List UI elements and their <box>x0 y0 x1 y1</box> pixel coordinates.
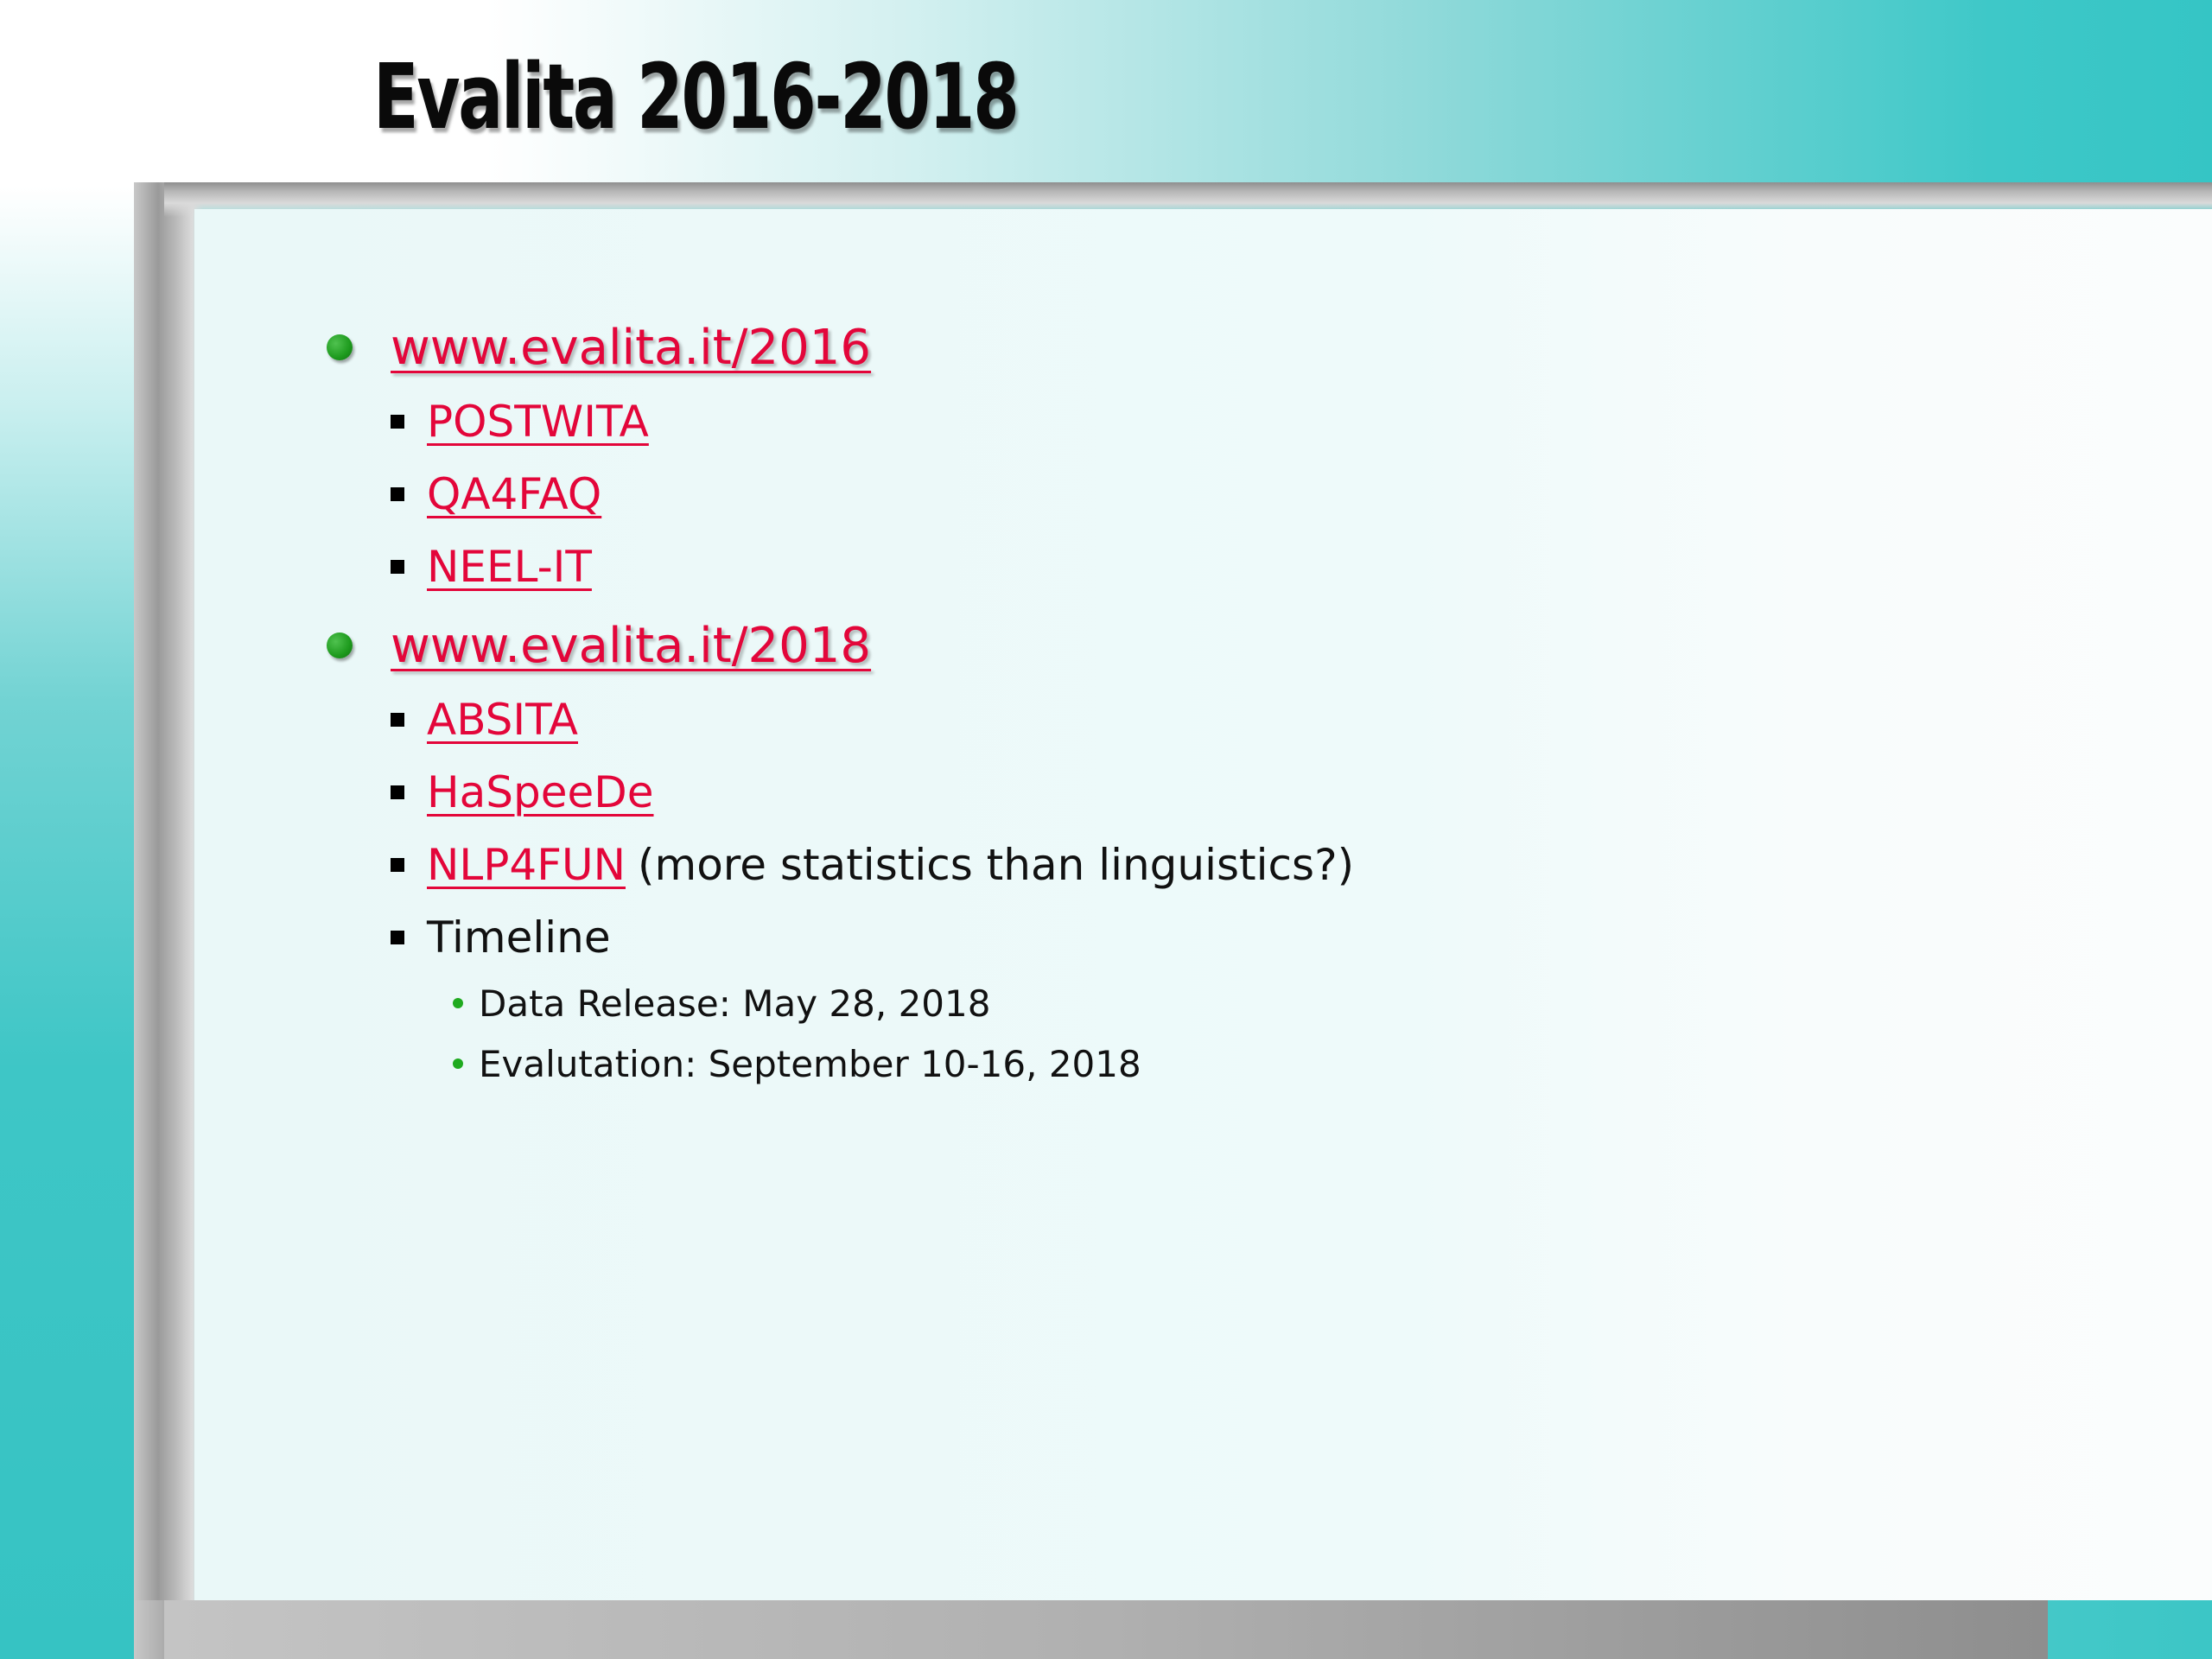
bullet-square-icon <box>391 785 404 799</box>
list-item-qa4faq <box>391 460 601 529</box>
list-item-postwita <box>391 387 649 456</box>
list-item-section-2016 <box>327 308 871 386</box>
bullet-square-icon <box>391 713 404 727</box>
link-haspeede[interactable]: HaSpeeDe <box>427 767 654 817</box>
bullet-dot-icon <box>453 1058 463 1069</box>
bullet-square-icon <box>391 858 404 872</box>
bullet-dot-icon <box>327 632 353 658</box>
link-nlp4fun[interactable]: NLP4FUN <box>427 840 626 890</box>
timeline-entry <box>453 973 990 1033</box>
link-postwita[interactable]: POSTWITA <box>427 397 649 447</box>
timeline-label: Timeline <box>427 912 611 963</box>
link-evalita-2018[interactable]: www.evalita.it/2018 <box>391 617 872 674</box>
bullet-dot-icon <box>327 334 353 360</box>
bullet-dot-icon <box>453 998 463 1008</box>
nlp4fun-note: (more statistics than linguistics?) <box>637 840 1355 890</box>
bullet-square-icon <box>391 931 404 944</box>
link-qa4faq[interactable]: QA4FAQ <box>427 469 602 519</box>
bullet-square-icon <box>391 487 404 501</box>
timeline-data-release: Data Release: May 28, 2018 <box>479 982 991 1025</box>
link-absita[interactable]: ABSITA <box>427 695 578 745</box>
list-item-nlp4fun <box>391 830 1354 899</box>
link-neel-it[interactable]: NEEL-IT <box>427 542 592 592</box>
list-item-absita <box>391 685 578 754</box>
list-item-haspeede <box>391 758 654 827</box>
list-item-neel-it <box>391 532 592 601</box>
list-item-section-2018 <box>327 607 871 684</box>
timeline-entry <box>453 1033 1141 1094</box>
list-item-timeline <box>391 903 611 972</box>
timeline-evaluation: Evalutation: September 10-16, 2018 <box>479 1042 1141 1085</box>
link-evalita-2016[interactable]: www.evalita.it/2016 <box>391 319 872 376</box>
slide-title: Evalita 2016-2018 <box>373 44 1018 149</box>
bullet-square-icon <box>391 415 404 429</box>
bullet-square-icon <box>391 560 404 574</box>
